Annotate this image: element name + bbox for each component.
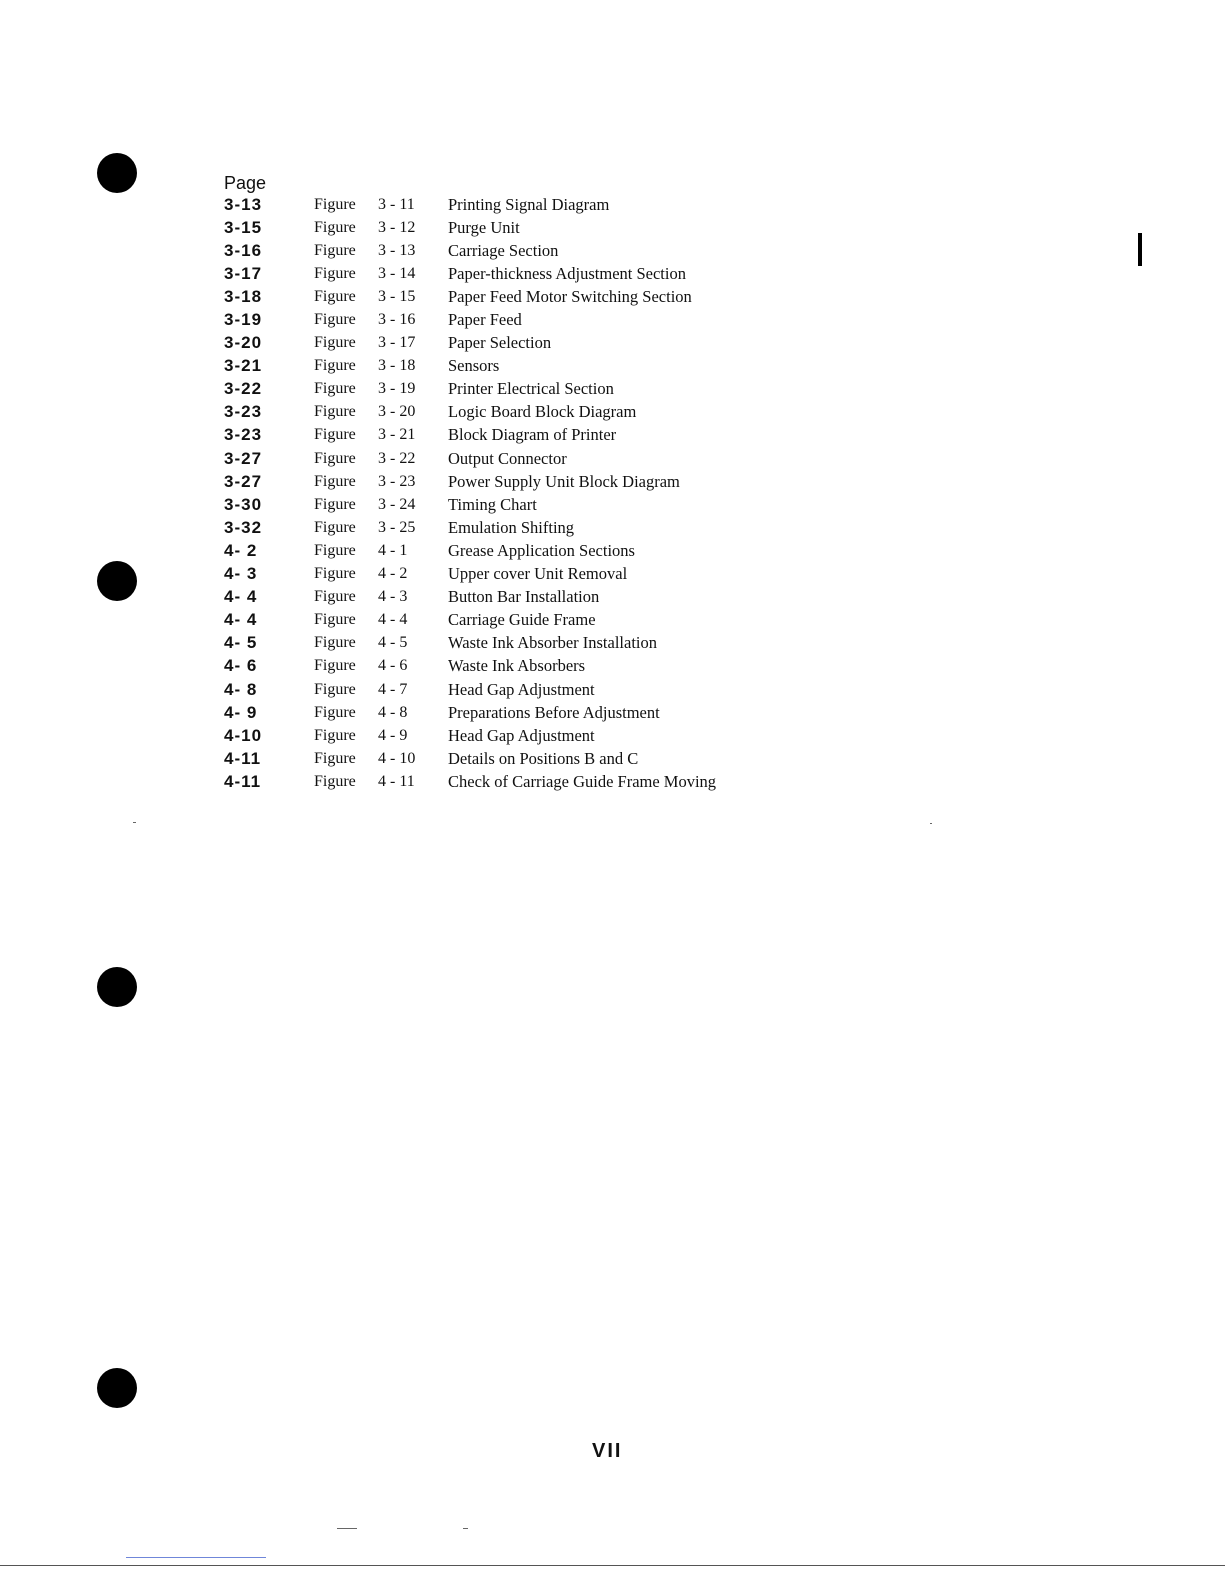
figure-entry xyxy=(224,724,716,747)
figure-entry xyxy=(224,678,716,701)
figure-page-number: 3-16 xyxy=(224,240,263,260)
scan-speck xyxy=(133,822,136,823)
figure-page-number: 3-18 xyxy=(224,286,263,306)
figure-page-number: 3-21 xyxy=(224,356,263,376)
figure-number: 4 - 4 xyxy=(378,611,408,629)
figure-label: Figure xyxy=(314,749,356,767)
figure-number: 3 - 17 xyxy=(378,334,416,352)
figure-entry xyxy=(224,193,716,216)
figure-entry xyxy=(224,332,716,355)
figure-title: Details on Positions B and C xyxy=(448,748,639,768)
figure-label: Figure xyxy=(314,657,356,675)
figure-title: Carriage Guide Frame xyxy=(448,610,596,630)
figure-page-number: 3-17 xyxy=(224,263,263,283)
figure-number: 3 - 18 xyxy=(378,357,416,375)
figure-number: 3 - 24 xyxy=(378,495,416,513)
figure-number: 3 - 12 xyxy=(378,218,416,236)
figure-number: 4 - 7 xyxy=(378,680,408,698)
figure-number: 4 - 3 xyxy=(378,588,408,606)
figure-number: 4 - 5 xyxy=(378,634,408,652)
figure-title: Printer Electrical Section xyxy=(448,379,614,399)
figure-label: Figure xyxy=(314,726,356,744)
figure-list xyxy=(224,193,716,793)
figure-title: Sensors xyxy=(448,356,500,376)
figure-label: Figure xyxy=(314,218,356,236)
figure-number: 3 - 16 xyxy=(378,311,416,329)
figure-entry xyxy=(224,355,716,378)
figure-title: Grease Application Sections xyxy=(448,540,635,560)
figure-label: Figure xyxy=(314,634,356,652)
figure-page-number: 4- 3 xyxy=(224,564,258,584)
figure-page-number: 3-23 xyxy=(224,402,263,422)
figure-number: 4 - 2 xyxy=(378,565,408,583)
figure-number: 3 - 15 xyxy=(378,287,416,305)
figure-title: Logic Board Block Diagram xyxy=(448,402,637,422)
figure-entry xyxy=(224,701,716,724)
figure-title: Paper Feed xyxy=(448,310,522,330)
figure-title: Waste Ink Absorbers xyxy=(448,656,586,676)
figure-page-number: 4- 4 xyxy=(224,587,258,607)
figure-title: Check of Carriage Guide Frame Moving xyxy=(448,771,717,791)
figure-number: 4 - 10 xyxy=(378,749,416,767)
figure-number: 3 - 13 xyxy=(378,241,416,259)
figure-entry xyxy=(224,747,716,770)
figure-page-number: 4-11 xyxy=(224,748,262,768)
figure-number: 4 - 8 xyxy=(378,703,408,721)
figure-title: Paper Feed Motor Switching Section xyxy=(448,286,692,306)
page-column-header: Page xyxy=(224,173,267,193)
figure-page-number: 4- 6 xyxy=(224,656,258,676)
figure-entry xyxy=(224,632,716,655)
binder-hole xyxy=(97,1368,137,1408)
figure-entry xyxy=(224,447,716,470)
figure-title: Output Connector xyxy=(448,448,567,468)
figure-number: 3 - 25 xyxy=(378,518,416,536)
figure-label: Figure xyxy=(314,264,356,282)
page-number: VII xyxy=(592,1440,623,1462)
figure-label: Figure xyxy=(314,241,356,259)
figure-number: 3 - 22 xyxy=(378,449,416,467)
figure-title: Purge Unit xyxy=(448,217,520,237)
figure-entry xyxy=(224,424,716,447)
figure-page-number: 3-32 xyxy=(224,517,263,537)
figure-entry xyxy=(224,239,716,262)
figure-title: Paper-thickness Adjustment Section xyxy=(448,263,686,283)
figure-page-number: 4-11 xyxy=(224,771,262,791)
figure-number: 4 - 11 xyxy=(378,772,415,790)
figure-title: Paper Selection xyxy=(448,333,552,353)
figure-label: Figure xyxy=(314,287,356,305)
figure-number: 3 - 21 xyxy=(378,426,416,444)
figure-title: Carriage Section xyxy=(448,240,559,260)
page-edge-line xyxy=(0,1565,1225,1566)
figure-label: Figure xyxy=(314,680,356,698)
figure-label: Figure xyxy=(314,403,356,421)
figure-page-number: 4- 5 xyxy=(224,633,258,653)
figure-entry xyxy=(224,539,716,562)
change-bar xyxy=(1138,233,1142,266)
figure-number: 3 - 11 xyxy=(378,195,415,213)
figure-entry xyxy=(224,516,716,539)
figure-title: Timing Chart xyxy=(448,494,537,514)
figure-entry xyxy=(224,493,716,516)
figure-page-number: 3-27 xyxy=(224,471,263,491)
binder-hole xyxy=(97,153,137,193)
figure-page-number: 3-13 xyxy=(224,194,263,214)
figure-title: Preparations Before Adjustment xyxy=(448,702,660,722)
figure-page-number: 3-19 xyxy=(224,310,263,330)
figure-number: 3 - 14 xyxy=(378,264,416,282)
figure-title: Block Diagram of Printer xyxy=(448,425,617,445)
figure-label: Figure xyxy=(314,449,356,467)
figure-entry xyxy=(224,470,716,493)
figure-entry xyxy=(224,609,716,632)
scan-speck xyxy=(337,1528,357,1529)
figure-label: Figure xyxy=(314,334,356,352)
figure-page-number: 4- 4 xyxy=(224,610,258,630)
figure-title: Emulation Shifting xyxy=(448,517,575,537)
figure-label: Figure xyxy=(314,380,356,398)
figure-title: Power Supply Unit Block Diagram xyxy=(448,471,680,491)
figure-label: Figure xyxy=(314,703,356,721)
figure-entry xyxy=(224,563,716,586)
figure-number: 4 - 6 xyxy=(378,657,408,675)
figure-title: Printing Signal Diagram xyxy=(448,194,610,214)
figure-label: Figure xyxy=(314,311,356,329)
figure-page-number: 3-23 xyxy=(224,425,263,445)
figure-number: 3 - 19 xyxy=(378,380,416,398)
figure-label: Figure xyxy=(314,772,356,790)
figure-page-number: 4-10 xyxy=(224,725,263,745)
figure-title: Button Bar Installation xyxy=(448,587,600,607)
figure-page-number: 4- 9 xyxy=(224,702,258,722)
figure-label: Figure xyxy=(314,495,356,513)
figure-label: Figure xyxy=(314,357,356,375)
figure-label: Figure xyxy=(314,472,356,490)
figure-page-number: 3-15 xyxy=(224,217,263,237)
figure-page-number: 3-20 xyxy=(224,333,263,353)
figure-page-number: 3-22 xyxy=(224,379,263,399)
scan-speck xyxy=(463,1528,468,1529)
scan-line xyxy=(126,1557,266,1558)
binder-hole xyxy=(97,967,137,1007)
figure-entry xyxy=(224,285,716,308)
figure-label: Figure xyxy=(314,426,356,444)
figure-entry xyxy=(224,770,716,793)
figure-entry xyxy=(224,401,716,424)
figure-title: Head Gap Adjustment xyxy=(448,679,595,699)
figure-label: Figure xyxy=(314,611,356,629)
figure-page-number: 4- 8 xyxy=(224,679,258,699)
figure-entry xyxy=(224,655,716,678)
figure-number: 4 - 1 xyxy=(378,541,408,559)
figure-number: 3 - 20 xyxy=(378,403,416,421)
figure-entry xyxy=(224,308,716,331)
figure-page-number: 4- 2 xyxy=(224,540,258,560)
figure-label: Figure xyxy=(314,588,356,606)
figure-label: Figure xyxy=(314,565,356,583)
figure-title: Head Gap Adjustment xyxy=(448,725,595,745)
figure-page-number: 3-30 xyxy=(224,494,263,514)
scan-speck xyxy=(930,823,932,824)
figure-number: 3 - 23 xyxy=(378,472,416,490)
figure-entry xyxy=(224,216,716,239)
figure-label: Figure xyxy=(314,518,356,536)
figure-entry xyxy=(224,262,716,285)
figure-entry xyxy=(224,378,716,401)
figure-number: 4 - 9 xyxy=(378,726,408,744)
figure-title: Upper cover Unit Removal xyxy=(448,564,628,584)
figure-title: Waste Ink Absorber Installation xyxy=(448,633,657,653)
figure-page-number: 3-27 xyxy=(224,448,263,468)
figure-label: Figure xyxy=(314,541,356,559)
figure-label: Figure xyxy=(314,195,356,213)
figure-entry xyxy=(224,586,716,609)
binder-hole xyxy=(97,561,137,601)
